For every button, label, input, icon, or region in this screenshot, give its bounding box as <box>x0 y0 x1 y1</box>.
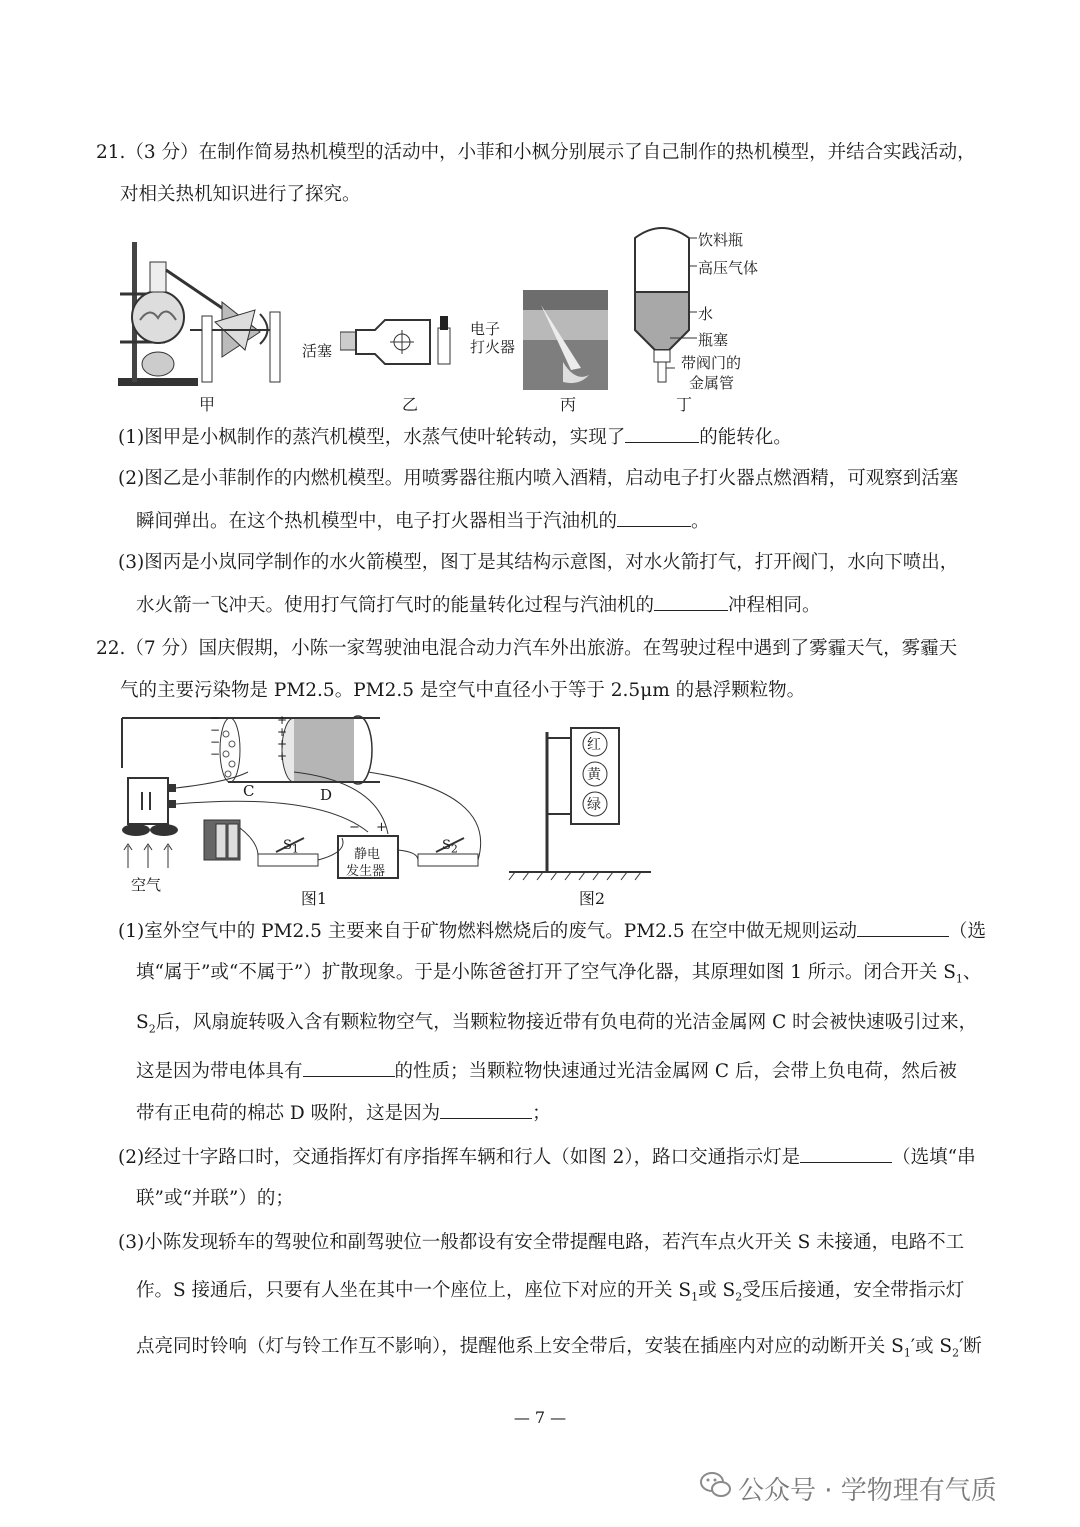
q22-part1-line1 <box>118 918 986 945</box>
gas-label: 高压气体 <box>698 259 759 277</box>
q22-part3-line2-text-b: 或 S <box>698 1280 736 1301</box>
generator-label-1: 静电 <box>354 847 381 862</box>
q22-intro-line2: 气的主要污染物是 PM2.5。PM2.5 是空气中直径小于等于 2.5μm 的悬浮颗粒物。 <box>120 680 806 701</box>
water-rocket-photo <box>523 290 608 390</box>
wechat-icon <box>700 1470 732 1500</box>
q22-part1-line1-text-a: (1)室外空气中的 PM2.5 主要来自于矿物燃料燃烧后的废气。PM2.5 在空中做无规则运动 <box>118 921 857 942</box>
q22-part3-line3-sub1: 1 <box>903 1346 911 1360</box>
q21-part3-text-a: 水火箭一飞冲天。使用打气筒打气时的能量转化过程与汽油机的 <box>136 595 655 616</box>
q22-part3-line3-text-c: ′断 <box>959 1336 982 1357</box>
q22-part1-line3-sub: 2 <box>148 1022 156 1036</box>
answer-blank[interactable] <box>800 1144 892 1163</box>
q22-part1-line2-sub: 1 <box>955 972 963 986</box>
stopper-label: 瓶塞 <box>698 331 729 349</box>
q22-part2-line1-text-b: （选填“串 <box>892 1147 976 1168</box>
q22-part3-line2 <box>136 1278 964 1311</box>
q22-part1-line4-text-b: 的性质；当颗粒物快速通过光洁金属网 C 后，会带上负电荷，然后被 <box>394 1061 957 1082</box>
q21-part2-text-b: 。 <box>691 511 710 532</box>
answer-blank[interactable] <box>857 918 949 937</box>
fig-yi-caption: 乙 <box>401 395 418 414</box>
q21-part3-line2 <box>136 592 821 619</box>
q21-part2-line2 <box>136 508 710 535</box>
q22-part1-line2-text-b: 、 <box>962 962 982 983</box>
switch-s1-sub: 1 <box>291 842 299 856</box>
traffic-light-figure <box>505 724 655 884</box>
q21-intro-line2: 对相关热机知识进行了探究。 <box>120 184 361 205</box>
fig-jia-caption: 甲 <box>198 395 215 414</box>
q21-part2-text-a: 瞬间弹出。在这个热机模型中，电子打火器相当于汽油机的 <box>136 511 618 532</box>
q22-part1-line5-text-b: ； <box>532 1103 551 1124</box>
q22-part1-line2 <box>136 960 981 993</box>
valve-label-2: 金属管 <box>689 374 735 392</box>
switch-s1-letter: S <box>283 838 292 853</box>
minus-sign: − <box>210 747 221 761</box>
bottle-label: 饮料瓶 <box>698 231 744 249</box>
q22-part3-line1: (3)小陈发现轿车的驾驶位和副驾驶位一般都设有安全带提醒电路，若汽车点火开关 S 未接通，电路不工 <box>118 1232 965 1253</box>
page-number: — 7 — <box>513 1408 567 1427</box>
mesh-minus-signs <box>210 712 220 760</box>
answer-blank[interactable] <box>303 1058 395 1077</box>
q22-part1-line2-text-a: 填“属于”或“不属于”）扩散现象。于是小陈爸爸打开了空气净化器，其原理如图 1 所示。闭合开关 S <box>136 962 956 983</box>
q22-part1-line3-text-b: 后，风扇旋转吸入含有颗粒物空气，当颗粒物接近带有负电荷的光洁金属网 C 时会被快速吸引过来， <box>155 1012 978 1033</box>
plus-sign: + <box>277 713 288 727</box>
q22-part3-line3-sub2: 2 <box>952 1346 960 1360</box>
answer-blank[interactable] <box>617 508 691 527</box>
q22-part2-line1 <box>118 1144 976 1171</box>
switch-s2-letter: S <box>442 838 451 853</box>
q21-part3-text-b: 冲程相同。 <box>728 595 821 616</box>
q22-part3-line3 <box>136 1334 982 1367</box>
q22-part1-line1-text-b: （选 <box>948 921 986 942</box>
switch-s1-label <box>283 838 299 856</box>
minus-sign: − <box>210 711 221 725</box>
core-d-label: D <box>320 786 333 804</box>
plus-sign: + <box>277 749 288 763</box>
q21-intro-line1: 21.（3 分）在制作简易热机模型的活动中，小菲和小枫分别展示了自己制作的热机模型，并结合实践活动， <box>96 142 976 163</box>
light-yellow-label: 黄 <box>587 767 601 783</box>
watermark: 公众号 · 学物理有气质 <box>738 1476 997 1506</box>
plus-sign: + <box>277 737 288 751</box>
q22-part1-line3 <box>136 1010 977 1043</box>
core-plus-signs <box>277 714 287 762</box>
generator-plus: + <box>376 820 387 835</box>
generator-minus: − <box>349 820 360 835</box>
q21-part3-line1: (3)图丙是小岚同学制作的水火箭模型，图丁是其结构示意图，对水火箭打气，打开阀门，水向下喷出， <box>118 552 959 573</box>
q22-part1-line4-text-a: 这是因为带电体具有 <box>136 1061 303 1082</box>
q22-part3-line2-text-c: 受压后接通，安全带指示灯 <box>742 1280 965 1301</box>
water-label: 水 <box>698 305 714 323</box>
q21-part1-text-a: (1)图甲是小枫制作的蒸汽机模型，水蒸气使叶轮转动，实现了 <box>118 427 626 448</box>
q22-part3-line2-sub2: 2 <box>735 1290 743 1304</box>
igniter-label-1: 电子 <box>470 320 501 338</box>
q22-intro-line1: 22.（7 分）国庆假期，小陈一家驾驶油电混合动力汽车外出旅游。在驾驶过程中遇到了雾霾天气，雾霾天 <box>96 638 958 659</box>
q22-part1-line3-text-a: S <box>136 1012 149 1033</box>
igniter-label-2: 打火器 <box>470 338 516 356</box>
answer-blank[interactable] <box>440 1100 532 1119</box>
answer-blank[interactable] <box>625 424 699 443</box>
air-label: 空气 <box>131 876 162 894</box>
q22-part2-line1-text-a: (2)经过十字路口时，交通指挥灯有序指挥车辆和行人（如图 2），路口交通指示灯是 <box>118 1147 801 1168</box>
q22-part2-line2: 联”或“并联”）的； <box>136 1188 294 1209</box>
q21-part1-text-b: 的能转化。 <box>699 427 792 448</box>
q22-part3-line3-text-b: ′或 S <box>910 1336 953 1357</box>
q21-part2-line1: (2)图乙是小菲制作的内燃机模型。用喷雾器往瓶内喷入酒精，启动电子打火器点燃酒精，可观察到活塞 <box>118 468 959 489</box>
switch-s2-label <box>442 838 458 856</box>
light-red-label: 红 <box>587 737 601 753</box>
answer-blank[interactable] <box>654 592 728 611</box>
q22-part3-line2-text-a: 作。S 接通后，只要有人坐在其中一个座位上，座位下对应的开关 S <box>136 1280 692 1301</box>
plus-sign: + <box>277 725 288 739</box>
switch-s2-sub: 2 <box>450 842 458 856</box>
q22-part3-line3-text-a: 点亮同时铃响（灯与铃工作互不影响），提醒他系上安全带后，安装在插座内对应的动断开关 S <box>136 1336 904 1357</box>
steam-engine-figure <box>110 232 300 392</box>
minus-sign: − <box>210 735 221 749</box>
fig2-caption: 图2 <box>578 889 606 908</box>
mesh-c-label: C <box>243 782 255 800</box>
piston-label: 活塞 <box>302 342 333 360</box>
q22-part1-line5 <box>136 1100 551 1127</box>
q22-part1-line4 <box>136 1058 957 1085</box>
combustion-engine-figure <box>340 310 470 370</box>
valve-label-1: 带阀门的 <box>681 354 742 372</box>
q22-part1-line5-text-a: 带有正电荷的棉芯 D 吸附，这是因为 <box>136 1103 441 1124</box>
air-purifier-figure <box>118 712 498 882</box>
generator-label-2: 发生器 <box>346 864 386 879</box>
fig-bing-caption: 丙 <box>559 395 576 414</box>
fig1-caption: 图1 <box>300 889 328 908</box>
q21-part1 <box>118 424 792 451</box>
light-green-label: 绿 <box>587 797 601 813</box>
q22-part3-line2-sub1: 1 <box>691 1290 699 1304</box>
minus-sign: − <box>210 723 221 737</box>
fig-ding-caption: 丁 <box>675 395 692 414</box>
